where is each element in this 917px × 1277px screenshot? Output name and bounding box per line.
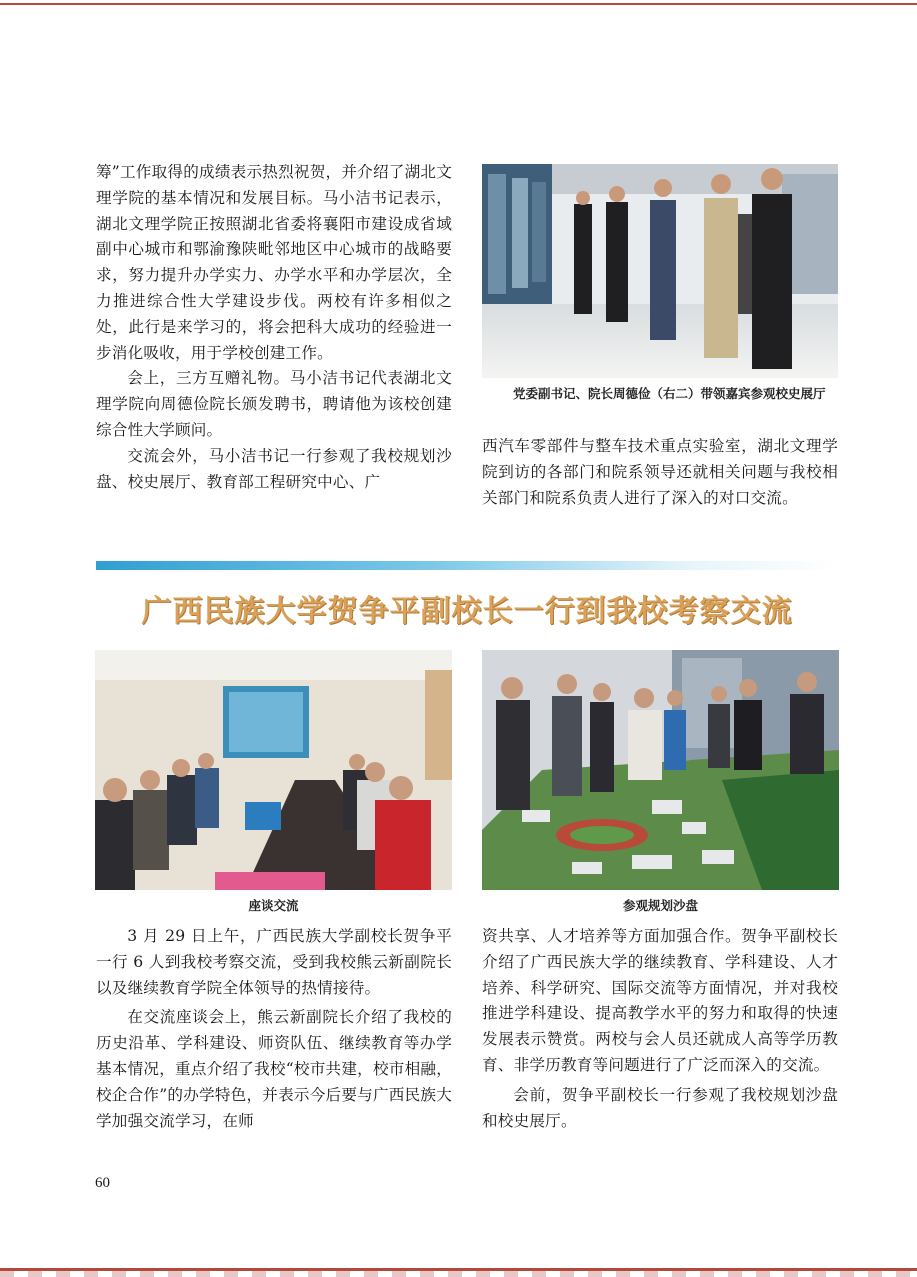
article-headline: 广西民族大学贺争平副校长一行到我校考察交流	[141, 594, 793, 629]
paragraph: 西汽车零部件与整车技术重点实验室，湖北文理学院到访的各部门和院系领导还就相关问题与我校相关部门和院系负责人进行了深入的对口交流。	[482, 437, 838, 507]
paragraph: 筹”工作取得的成绩表示热烈祝贺，并介绍了湖北文理学院的基本情况和发展目标。马小洁书记表示，湖北文理学院正按照湖北省委将襄阳市建设成省域副中心城市和鄂渝豫陕毗邻地区中心城市的战略要求，努力提升办学实力、办学水平和办学层次，全力推进综合性大学建设步伐。两校有许多相似之处，此行是来学习的，将会把科大成功的经验进一步消化吸收，用于学校创建工作。	[96, 163, 452, 362]
paragraph: 交流会外，马小洁书记一行参观了我校规划沙盘、校史展厅、教育部工程研究中心、广	[96, 446, 452, 491]
exhibition-hall-photo	[482, 164, 838, 378]
paragraph: 会前，贺争平副校长一行参观了我校规划沙盘和校史展厅。	[482, 1085, 838, 1130]
bottom-decoration	[0, 1271, 917, 1277]
meeting-photo	[95, 650, 452, 890]
planning-model-photo	[482, 650, 839, 890]
exhibition-hall-caption: 党委副书记、院长周德俭（右二）带领嘉宾参观校史展厅	[513, 386, 826, 401]
bottom-right-column	[482, 924, 838, 1134]
paragraph: 在交流座谈会上，熊云新副院长介绍了我校的历史沿革、学科建设、师资队伍、继续教育等办学基本情况，重点介绍了我校“校市共建，校市相融，校企合作”的办学特色，并表示今后要与广西民族大学加强交流学习，在师	[96, 1008, 452, 1130]
top-rule	[0, 3, 917, 5]
planning-model-caption: 参观规划沙盘	[622, 898, 698, 913]
bottom-left-column	[96, 924, 452, 1134]
paragraph: 会上，三方互赠礼物。马小洁书记代表湖北文理学院向周德俭院长颁发聘书，聘请他为该校创建综合性大学顾问。	[96, 369, 452, 439]
paragraph: 3 月 29 日上午，广西民族大学副校长贺争平一行 6 人到我校考察交流，受到我校熊云新副院长以及继续教育学院全体领导的热情接待。	[96, 927, 452, 997]
page-number: 60	[95, 1175, 110, 1191]
meeting-caption: 座谈交流	[248, 898, 299, 913]
paragraph: 资共享、人才培养等方面加强合作。贺争平副校长介绍了广西民族大学的继续教育、学科建设、人才培养、科学研究、国际交流等方面情况，并对我校推进学科建设、提高教学水平的努力和取得的快速发展表示赞赏。两校与会人员还就成人高等学历教育、非学历教育等问题进行了广泛而深入的交流。	[482, 927, 838, 1074]
top-right-column	[482, 434, 838, 511]
top-left-column	[96, 160, 452, 495]
section-band	[96, 561, 838, 570]
